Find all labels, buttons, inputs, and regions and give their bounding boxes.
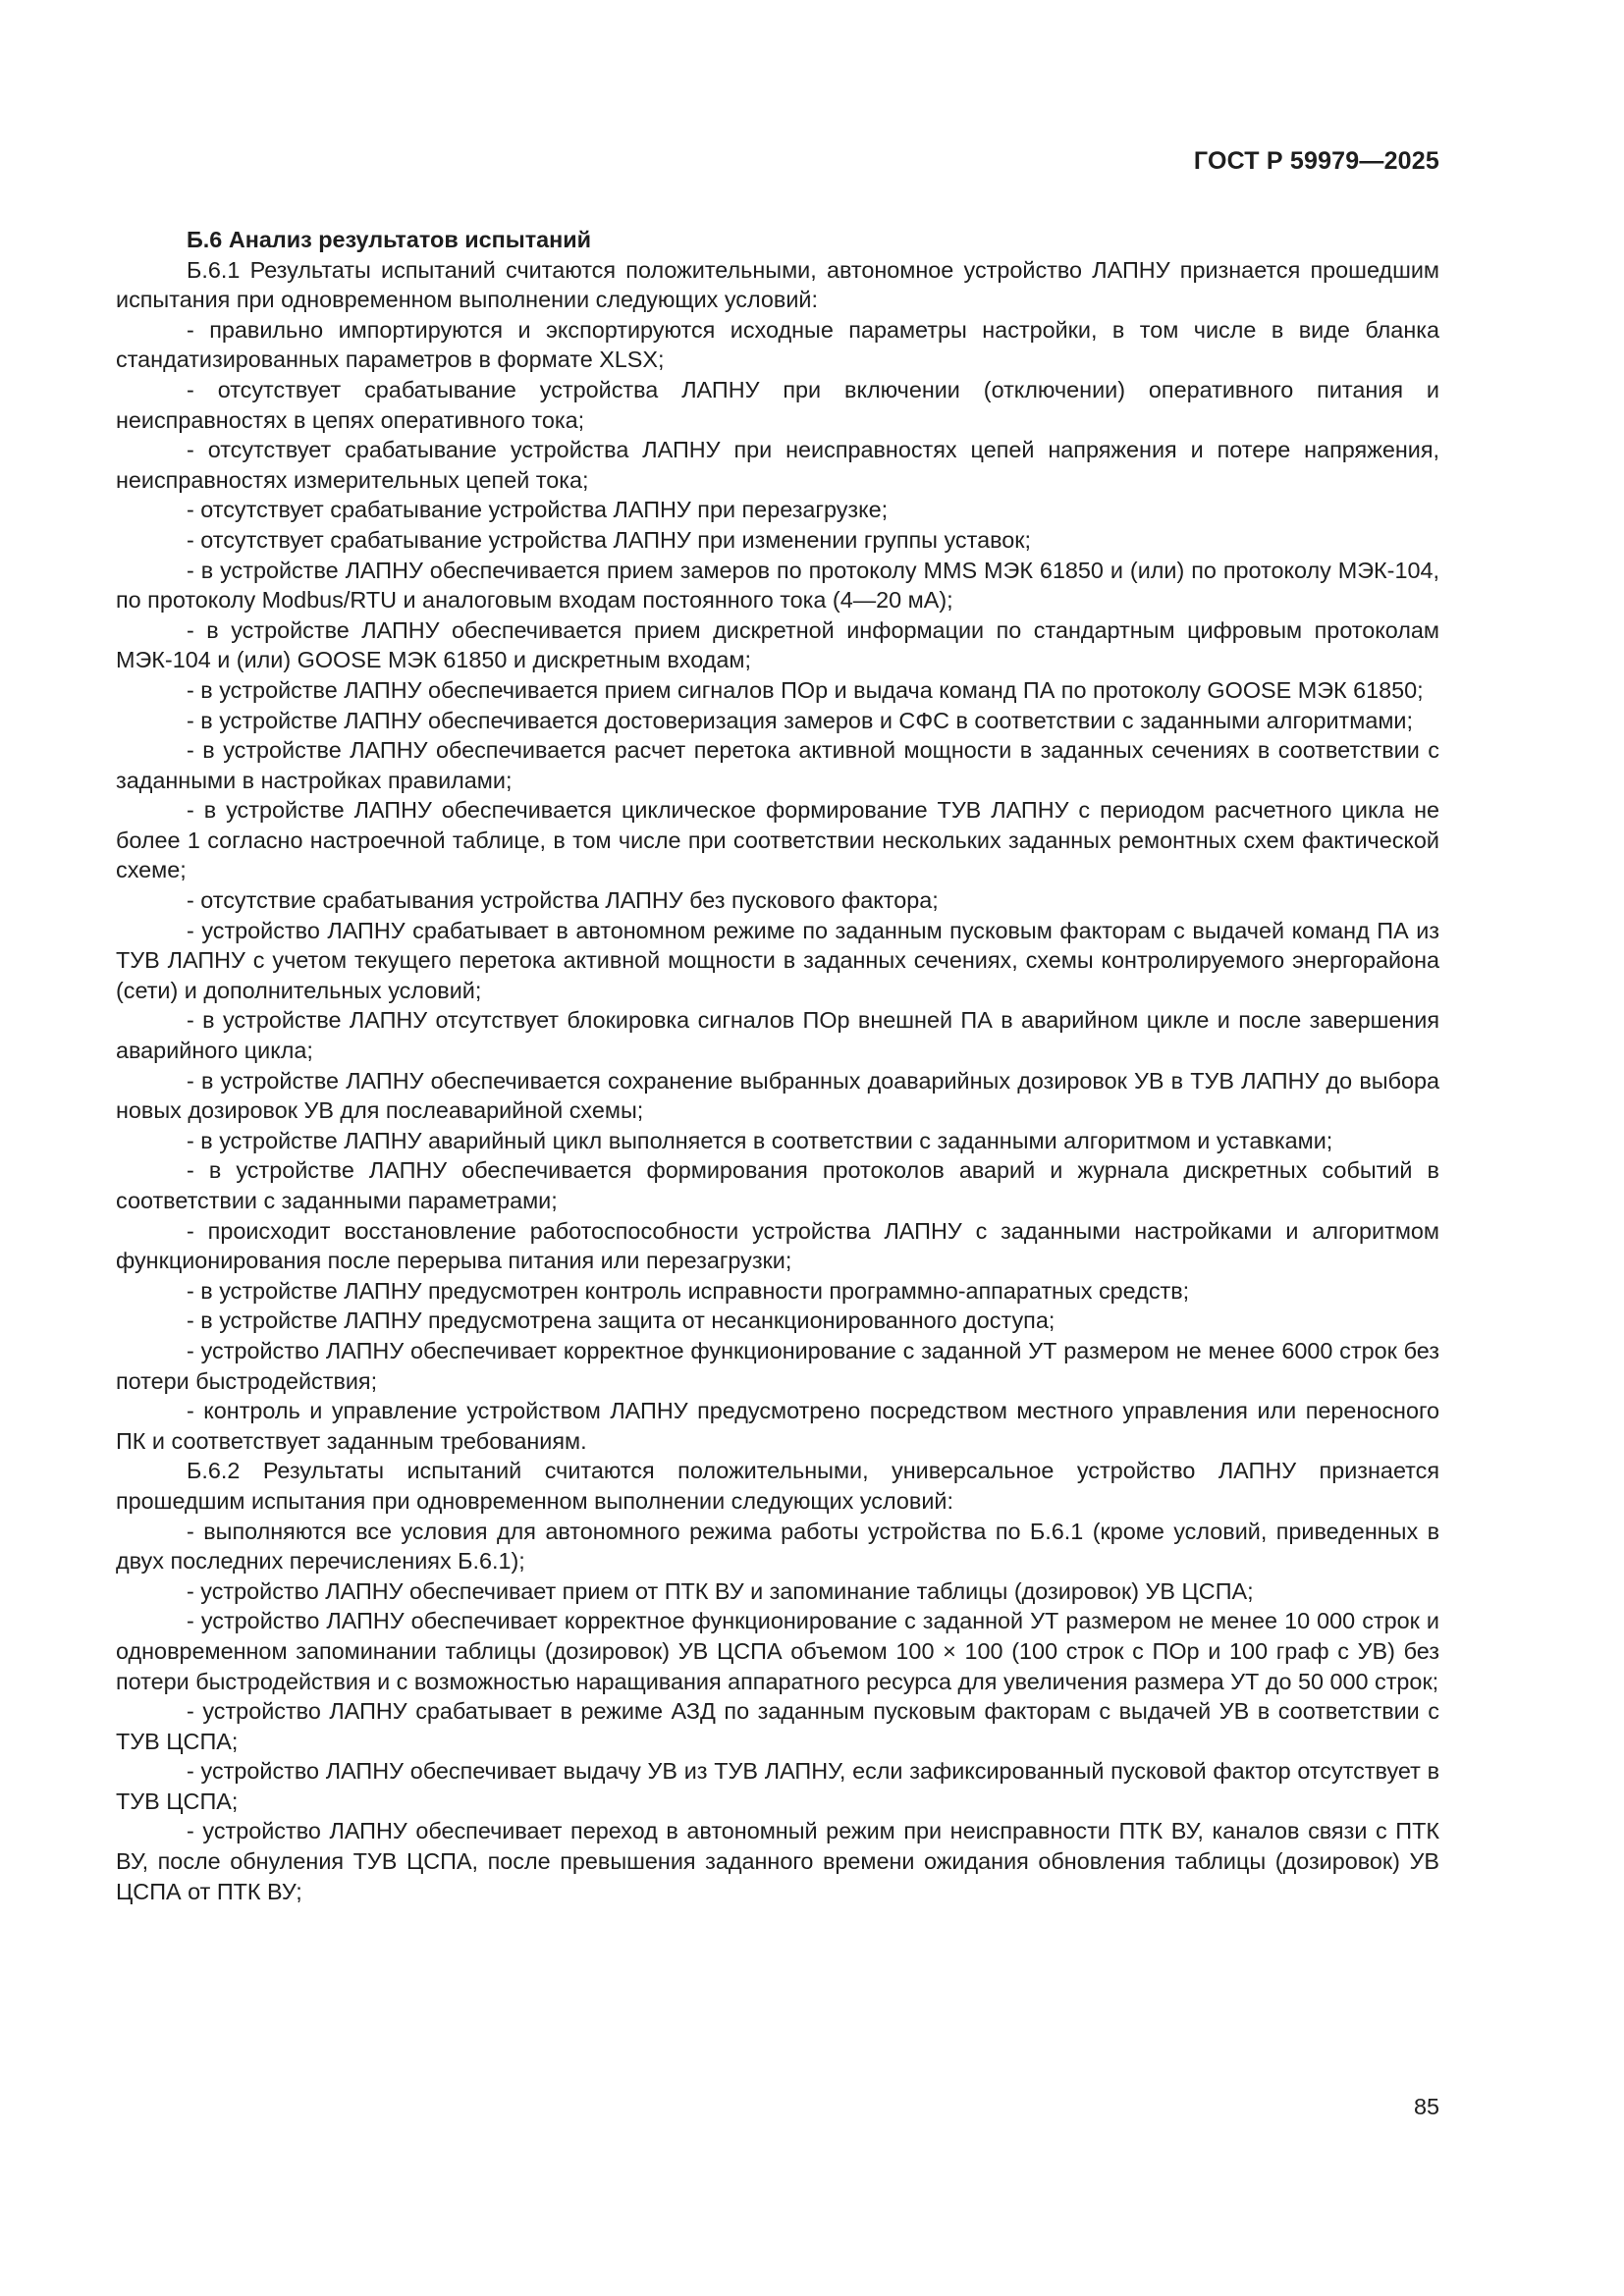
list-item: - устройство ЛАПНУ обеспечивает выдачу УВ из ТУВ ЛАПНУ, если зафиксированный пусковой фактор отсутствует в ТУВ ЦСПА; xyxy=(116,1758,1439,1814)
list-item: - в устройстве ЛАПНУ отсутствует блокировка сигналов ПОр внешней ПА в аварийном цикле и после завершения аварийного цикла; xyxy=(116,1007,1439,1064)
list-item: - выполняются все условия для автономного режима работы устройства по Б.6.1 (кроме условий, приведенных в двух последних перечислениях Б.6.1); xyxy=(116,1518,1439,1575)
list-item: - в устройстве ЛАПНУ обеспечивается сохранение выбранных доаварийных дозировок УВ в ТУВ ЛАПНУ до выбора новых дозировок УВ для послеаварийной схемы; xyxy=(116,1067,1439,1124)
list-item: - в устройстве ЛАПНУ обеспечивается формирования протоколов аварий и журнала дискретных событий в соответствии с заданными параметрами; xyxy=(116,1157,1439,1213)
list-item: - устройство ЛАПНУ срабатывает в режиме АЗД по заданным пусковым факторам с выдачей УВ в соответствии с ТУВ ЦСПА; xyxy=(116,1698,1439,1754)
list-item: - устройство ЛАПНУ обеспечивает переход в автономный режим при неисправности ПТК ВУ, каналов связи с ПТК ВУ, после обнуления ТУВ ЦСПА, после превышения заданного времени ожидания обновления таблицы (дозировок) УВ ЦСПА от ПТК ВУ; xyxy=(116,1818,1439,1904)
document-standard-number: ГОСТ Р 59979—2025 xyxy=(1193,147,1439,175)
section-title: Б.6 Анализ результатов испытаний xyxy=(187,227,592,252)
condition-list-b61 xyxy=(116,315,1439,1457)
list-item: - в устройстве ЛАПНУ обеспечивается достоверизация замеров и СФС в соответствии с заданными алгоритмами; xyxy=(187,707,1413,733)
list-item: - устройство ЛАПНУ обеспечивает корректное функционирование с заданной УТ размером не менее 6000 строк без потери быстродействия; xyxy=(116,1337,1439,1394)
list-item: - в устройстве ЛАПНУ предусмотрена защита от несанкционированного доступа; xyxy=(187,1308,1056,1334)
list-item: - отсутствует срабатывание устройства ЛАПНУ при неисправностях цепей напряжения и потере напряжения, неисправностях измерительных цепей тока; xyxy=(116,437,1439,493)
list-item: - происходит восстановление работоспособности устройства ЛАПНУ с заданными настройками и алгоритмом функционирования после перерыва питания или перезагрузки; xyxy=(116,1217,1439,1274)
list-item: - в устройстве ЛАПНУ обеспечивается прием дискретной информации по стандартным цифровым протоколам МЭК-104 и (или) GOOSE МЭК 61850 и дискретным входам; xyxy=(116,616,1439,673)
list-item: - в устройстве ЛАПНУ обеспечивается расчет перетока активной мощности в заданных сечениях в соответствии с заданными в настройках правилами; xyxy=(116,737,1439,793)
list-item: - правильно импортируются и экспортируются исходные параметры настройки, в том числе в виде бланка стандатизированных параметров в формате XLSX; xyxy=(116,316,1439,373)
list-item: - устройство ЛАПНУ обеспечивает корректное функционирование с заданной УТ размером не менее 10 000 строк и одновременном запоминании таблицы (дозировок) УВ ЦСПА объемом 100 × 100 (100 строк с ПОр и 100 граф с УВ) без потери быстродействия и с возможностью наращивания аппаратного ресурса для увеличения размера УТ до 50 000 строк; xyxy=(116,1608,1439,1694)
list-item: - отсутствует срабатывание устройства ЛАПНУ при изменении группы уставок; xyxy=(187,526,1031,553)
list-item: - в устройстве ЛАПНУ обеспечивается прием замеров по протоколу MMS МЭК 61850 и (или) по протоколу МЭК-104, по протоколу Modbus/RTU и аналоговым входам постоянного тока (4—20 мА); xyxy=(116,557,1439,614)
condition-list-b62 xyxy=(116,1517,1439,1907)
page-body xyxy=(116,225,1439,1906)
list-item: - в устройстве ЛАПНУ аварийный цикл выполняется в соответствии с заданными алгоритмом и уставками; xyxy=(187,1127,1333,1153)
page-number: 85 xyxy=(1413,2094,1439,2119)
list-item: - в устройстве ЛАПНУ обеспечивается циклическое формирование ТУВ ЛАПНУ с периодом расчетного цикла не более 1 согласно настроечной таблице, в том числе при соответствии нескольких заданных ремонтных схем фактической схеме; xyxy=(116,797,1439,883)
subsection-intro-b61: Б.6.1 Результаты испытаний считаются положительными, автономное устройство ЛАПНУ признается прошедшим испытания при одновременном выполнении следующих условий: xyxy=(116,256,1439,313)
list-item: - устройство ЛАПНУ обеспечивает прием от ПТК ВУ и запоминание таблицы (дозировок) УВ ЦСПА; xyxy=(187,1577,1254,1604)
list-item: - отсутствует срабатывание устройства ЛАПНУ при включении (отключении) оперативного питания и неисправностях в цепях оперативного тока; xyxy=(116,376,1439,433)
subsection-intro-b62: Б.6.2 Результаты испытаний считаются положительными, универсальное устройство ЛАПНУ признается прошедшим испытания при одновременном выполнении следующих условий: xyxy=(116,1458,1439,1514)
list-item: - контроль и управление устройством ЛАПНУ предусмотрено посредством местного управления или переносного ПК и соответствует заданным требованиям. xyxy=(116,1398,1439,1454)
list-item: - в устройстве ЛАПНУ обеспечивается прием сигналов ПОр и выдача команд ПА по протоколу GOOSE МЭК 61850; xyxy=(187,676,1424,703)
list-item: - отсутствие срабатывания устройства ЛАПНУ без пускового фактора; xyxy=(187,887,939,914)
list-item: - отсутствует срабатывание устройства ЛАПНУ при перезагрузке; xyxy=(187,497,889,523)
list-item: - в устройстве ЛАПНУ предусмотрен контроль исправности программно-аппаратных средств; xyxy=(187,1277,1190,1304)
list-item: - устройство ЛАПНУ срабатывает в автономном режиме по заданным пусковым факторам с выдачей команд ПА из ТУВ ЛАПНУ с учетом текущего перетока активной мощности в заданных сечениях, схемы контролируемого энергорайона (сети) и дополнительных условий; xyxy=(116,917,1439,1003)
